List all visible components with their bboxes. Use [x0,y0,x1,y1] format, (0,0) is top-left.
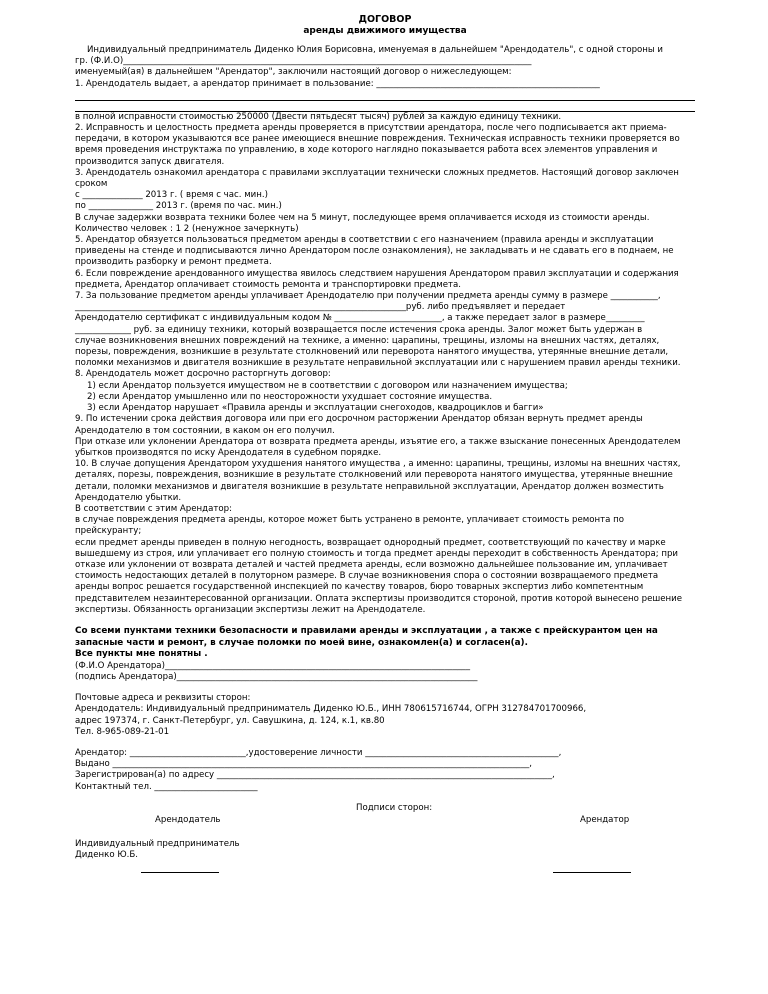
contract-page [75,14,695,893]
tenant-name-field[interactable]: (Ф.И.О Арендатора)_______________________________________________________________________ [75,660,471,671]
tenant-signature-field[interactable]: (подпись Арендатора)______________________________________________________________________ [75,671,478,682]
acknowledgement-block [75,626,695,661]
para-line: 6. Если повреждение арендованного имущества явилось следствием нарушения Арендатором правил эксплуатации и содержания [75,268,679,279]
para-line: 3) если Арендатор нарушает «Правила аренды и эксплуатации снегоходов, квадроциклов и багги» [87,403,544,414]
landlord-name-line1: Индивидуальный предприниматель [75,838,240,849]
tenant-signature-line[interactable] [553,871,631,873]
para-line: сроком [75,179,108,190]
para-line: представителем незаинтересованной организации. Оплата экспертизы производится стороной, против которой вынесено решение [75,593,682,604]
para-line: передачи, в котором указываются все ранее имеющиеся внешние повреждения. Техническая исправность техники проверяется во [75,134,680,145]
para-line: В соответствии с этим Арендатор: [75,503,232,514]
tenant-field[interactable]: Контактный тел. ________________________ [75,781,258,792]
para-line: 2. Исправность и целостность предмета аренды проверяется в присутствии арендатора, после чего подписывается акт приема- [75,123,667,134]
tenant-label: Арендатор [580,814,630,825]
para-line: по _______________ 2013 г. (время по час. мин.) [75,201,282,212]
ack-fields [75,661,695,683]
para-line: именуемый(ая) в дальнейшем "Арендатор", заключили настоящий договор о нижеследующем: [75,67,512,78]
para-line: порезы, повреждения, возникшие в результате столкновений или переворота нанятого имущества, утерянные внешние детали, [75,347,669,358]
para-line: время проведения инструктажа по управлению, в ходе которого наглядно показывается работа всех элементов управления и [75,145,658,156]
landlord-signature-line[interactable] [141,871,219,873]
para-line: Количество человек : 1 2 (ненужное зачеркнуть) [75,223,299,234]
para-line: 1. Арендодатель выдает, а арендатор принимает в пользование: ____________________________________________________ [75,78,600,89]
para-line: убытков производятся по иску Арендодателя в судебном порядке. [75,447,382,458]
para-line: аренды вопрос решается государственной инспекцией по качеству товаров, бюро товарных экспертиз либо компетентным [75,582,644,593]
para-line: 3. Арендодатель ознакомил арендатора с правилами эксплуатации технически сложных предметов. Настоящий договор заключен [75,167,679,178]
blank-line [75,101,695,112]
para-line: 1) если Арендатор пользуется имуществом не в соответствии с договором или назначением имущества; [87,380,568,391]
blank-line [75,90,695,101]
para-line: 5. Арендатор обязуется пользоваться предметом аренды в соответствии с его назначением (правила аренды и эксплуатации [75,235,654,246]
signatures-heading: Подписи сторон: [356,802,433,813]
para-line: с ______________ 2013 г. ( время с час. мин.) [75,190,268,201]
para-line: в полной исправности стоимостью 250000 (Двести пятьдесят тысяч) рублей за каждую единицу техники. [75,111,562,122]
para-line: 9. По истечении срока действия договора или при его досрочном расторжении Арендатор обязан вернуть предмет аренды [75,414,643,425]
document-subtitle: аренды движимого имущества [303,26,467,36]
para-line: поломки механизмов и двигателя возникшие в результате неправильной эксплуатации или с нарушением правил аренды техники. [75,358,681,369]
contract-body [75,45,695,616]
para-line: прейскуранту; [75,526,142,537]
ack-line: Все пункты мне понятны . [75,649,208,660]
para-line: если предмет аренды приведен в полную негодность, возвращает однородный предмет, соответствующий по качеству и марке [75,537,666,548]
signatures-block [75,803,695,893]
para-line: 10. В случае допущения Арендатором ухудшения нанятого имущества , а именно: царапины, трещины, изломы на внешних частях, [75,459,681,470]
para-line: в случае повреждения предмета аренды, которое может быть устранено в ремонте, уплачивает стоимость ремонта по [75,515,624,526]
para-line: При отказе или уклонении Арендатора от возврата предмета аренды, изъятие его, а также взыскание понесенных Арендодателем [75,436,681,447]
landlord-name-line2: Диденко Ю.Б. [75,849,138,860]
para-line: _____________________________________________________________________________руб. либо предъявляет и передает [75,302,566,313]
para-line: детали, поломки механизмов и двигателя возникшие в результате неправильной эксплуатации, Арендатор должен возместить [75,481,664,492]
ack-line: запасные части и ремонт, в случае поломки по моей вине, ознакомлен(а) и согласен(а). [75,637,528,648]
address-line: Почтовые адреса и реквизиты сторон: [75,693,251,704]
para-line: деталях, порезы, повреждения, возникшие в результате столкновений или переворота нанятого имущества, утерянные внешние [75,470,673,481]
para-line: В случае задержки возврата техники более чем на 5 минут, последующее время оплачивается исходя из стоимости аренды. [75,212,650,223]
addresses-block [75,693,695,738]
para-line: Арендодателю в том состоянии, в каком он его получил. [75,425,335,436]
address-line: Тел. 8-965-089-21-01 [75,726,170,737]
address-line: Арендодатель: Индивидуальный предприниматель Диденко Ю.Б., ИНН 780615716744, ОГРН 312784701700966, [75,704,587,715]
para-line: экспертизы. Обязанность организации экспертизы лежит на Арендодателе. [75,604,426,615]
para-line: стоимость недостающих деталей в полуторном размере. В случае возникновения спора о состоянии возвращаемого предмета [75,571,659,582]
landlord-label: Арендодатель [155,814,221,825]
para-line: 2) если Арендатор умышленно или по неосторожности ухудшает состояние имущества. [87,391,493,402]
para-line: производится запуск двигателя. [75,156,225,167]
tenant-field[interactable]: Выдано _________________________________________________________________________________________________, [75,759,533,770]
tenant-details [75,748,695,793]
para-line: 8. Арендодатель может досрочно расторгнуть договор: [75,369,331,380]
para-line: отказе или уклонении от возврата деталей и частей предмета аренды, если возможно дальнейшее пользование им, уплачивает [75,559,668,570]
para-line: предмета, Арендатор оплачивает стоимость ремонта и транспортировки предмета. [75,279,461,290]
para-line: вышедшему из строя, или уплачивает его полную стоимость и тогда предмет аренды переходит в собственность Арендатора; при [75,548,678,559]
para-line: случае возникновения внешних повреждений на технике, а именно: царапины, трещины, изломы на внешних частях, деталях, [75,335,660,346]
para-line: 7. За пользование предметом аренды уплачивает Арендодателю при получении предмета аренды сумму в размере ___________, [75,291,661,302]
para-line: Арендодателю сертификат с индивидуальным кодом № _________________________, а также передает залог в размере_________ [75,313,645,324]
tenant-field[interactable]: Арендатор: ___________________________,удостоверение личности _____________________________________________, [75,747,562,758]
para-line: производить разборку и ремонт предмета. [75,257,272,268]
para-line: приведены на стенде и подписываются лично Арендатором после ознакомления), не закладывать и не сдавать его в поднаем, не [75,246,674,257]
para-line: Арендодателю убытки. [75,492,182,503]
address-line: адрес 197374, г. Санкт-Петербург, ул. Савушкина, д. 124, к.1, кв.80 [75,715,385,726]
ack-line: Со всеми пунктами техники безопасности и правилами аренды и эксплуатации , а также с прейскурантом цен на [75,625,658,636]
tenant-field[interactable]: Зарегистрирован(а) по адресу ______________________________________________________________________________, [75,770,555,781]
para-line: _____________ руб. за единицу техники, который возвращается после истечения срока аренды. Залог может быть удержан в [75,324,643,335]
para-line: гр. (Ф.И.О)_______________________________________________________________________________________________ [75,56,532,67]
document-title: ДОГОВОР [358,14,412,25]
para-line: Индивидуальный предприниматель Диденко Юлия Борисовна, именуемая в дальнейшем "Арендодатель", с одной стороны и [87,45,664,55]
